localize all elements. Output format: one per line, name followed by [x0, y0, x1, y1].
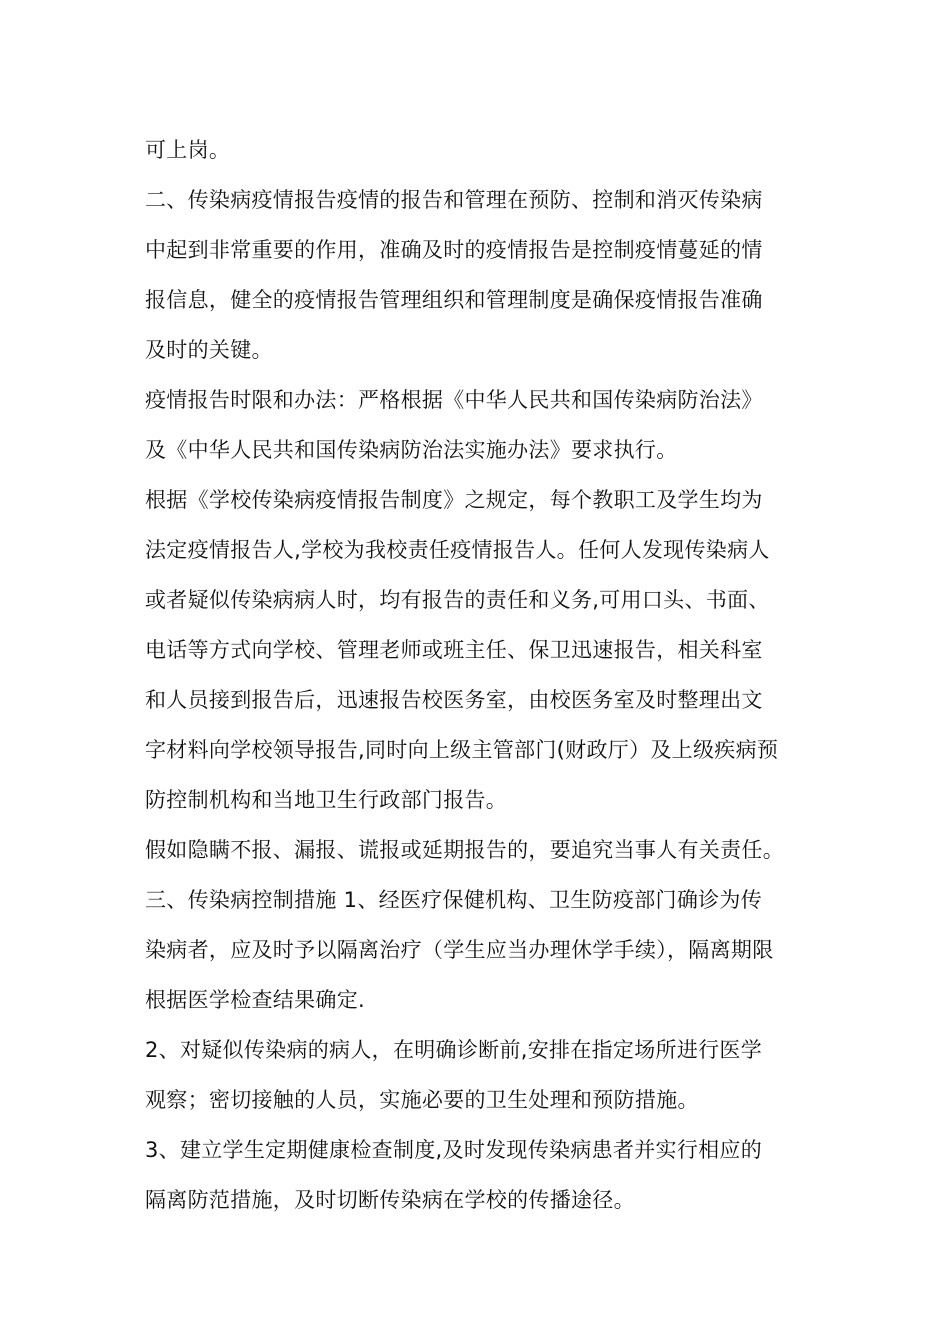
text-line: 和人员接到报告后，迅速报告校医务室，由校医务室及时整理出文 [145, 688, 763, 712]
text-line: 及《中华人民共和国传染病防治法实施办法》要求执行。 [145, 438, 678, 462]
text-line: 中起到非常重要的作用，准确及时的疫情报告是控制疫情蔓延的情 [145, 238, 763, 262]
text-line: 隔离防范措施，及时切断传染病在学校的传播途径。 [145, 1188, 635, 1212]
text-line: 报信息，健全的疫情报告管理组织和管理制度是确保疫情报告准确 [145, 288, 763, 312]
text-line: 可上岗。 [145, 138, 231, 162]
text-line: 观察；密切接触的人员，实施必要的卫生处理和预防措施。 [145, 1088, 699, 1112]
text-line: 疫情报告时限和办法：严格根据《中华人民共和国传染病防治法》 [145, 388, 763, 412]
text-line: 根据医学检查结果确定. [145, 988, 365, 1012]
text-line: 字材料向学校领导报告,同时向上级主管部门(财政厅）及上级疾病预 [145, 738, 779, 762]
text-line: 法定疫情报告人,学校为我校责任疫情报告人。任何人发现传染病人 [145, 538, 770, 562]
text-line: 二、传染病疫情报告疫情的报告和管理在预防、控制和消灭传染病 [145, 188, 763, 212]
text-line: 假如隐瞒不报、漏报、谎报或延期报告的，要追究当事人有关责任。 [145, 838, 784, 862]
text-line: 或者疑似传染病病人时，均有报告的责任和义务,可用口头、书面、 [145, 588, 770, 612]
text-line: 三、传染病控制措施 1、经医疗保健机构、卫生防疫部门确诊为传 [145, 888, 763, 912]
text-line: 2、对疑似传染病的病人，在明确诊断前,安排在指定场所进行医学 [145, 1038, 763, 1062]
text-line: 染病者，应及时予以隔离治疗（学生应当办理休学手续），隔离期限 [145, 938, 774, 962]
text-line: 电话等方式向学校、管理老师或班主任、保卫迅速报告，相关科室 [145, 638, 763, 662]
text-line: 3、建立学生定期健康检查制度,及时发现传染病患者并实行相应的 [145, 1138, 763, 1162]
text-line: 根据《学校传染病疫情报告制度》之规定，每个教职工及学生均为 [145, 488, 763, 512]
text-line: 防控制机构和当地卫生行政部门报告。 [145, 788, 508, 812]
text-line: 及时的关键。 [145, 338, 273, 362]
